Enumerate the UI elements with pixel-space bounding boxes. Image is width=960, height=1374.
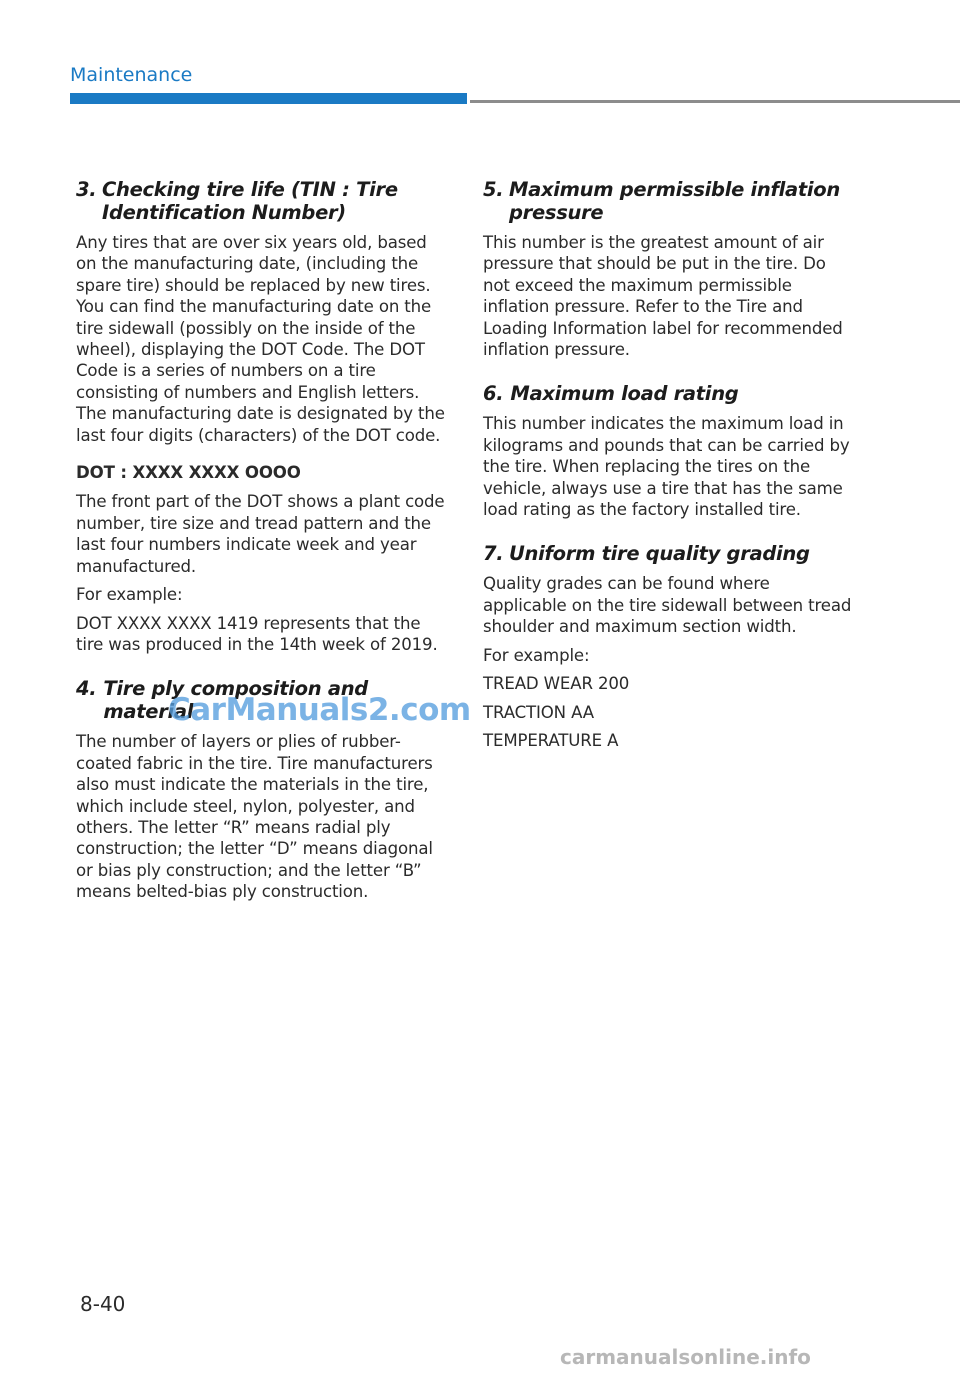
header-accent-bar (70, 93, 467, 104)
left-column (76, 178, 446, 903)
section-header-title: Maintenance (70, 64, 193, 86)
section-5-heading (483, 178, 853, 224)
section-3-title: Checking tire life (TIN : Tire Identification Number) (102, 178, 398, 224)
header-rule (470, 100, 960, 103)
page-number: 8-40 (80, 1292, 126, 1316)
temperature-grade: TEMPERATURE A (483, 730, 619, 750)
section-6-number: 6. (483, 382, 504, 406)
section-6-paragraph: This number indicates the maximum load in kilograms and pounds that can be carried by the tire. When replacing the tires on the vehicle, always use a tire that has the same load rating as the factory installed tire. (483, 414, 850, 520)
section-5-paragraph: This number is the greatest amount of air pressure that should be put in the tire. Do not exceed the maximum permissible inflation pressure. Refer to the Tire and Loading Information label for recommended inflation pressure. (483, 233, 843, 360)
dot-code-format: DOT : XXXX XXXX OOOO (76, 463, 301, 483)
section-4-paragraph: The number of layers or plies of rubber-coated fabric in the tire. Tire manufacturers also must indicate the materials in the tire, which include steel, nylon, polyester, and others. The letter “R” means radial ply construction; the letter “D” means diagonal or bias ply construction; and the letter “B” means belted-bias ply construction. (76, 732, 433, 902)
section-3-paragraph-2: The front part of the DOT shows a plant code number, tire size and tread pattern and the last four numbers indicate week and year manufactured. (76, 492, 445, 576)
section-3-paragraph-1: Any tires that are over six years old, based on the manufacturing date, (including the spare tire) should be replaced by new tires. You can find the manufacturing date on the tire sidewall (possibly on the inside of the wheel), displaying the DOT Code. The DOT Code is a series of numbers on a tire consisting of numbers and English letters. The manufacturing date is designated by the last four digits (characters) of the DOT code. (76, 233, 445, 445)
section-7-number: 7. (483, 542, 504, 566)
watermark-carmanuals2: CarManuals2.com (168, 692, 471, 728)
section-7-paragraph: Quality grades can be found where applicable on the tire sidewall between tread shoulder and maximum section width. (483, 574, 852, 637)
section-5-title: Maximum permissible inflation pressure (509, 178, 840, 224)
section-4-title: Tire ply composition and material (103, 677, 368, 724)
right-column (483, 178, 853, 751)
section-6-title: Maximum load rating (510, 382, 739, 406)
section-6-heading (483, 382, 853, 405)
section-3-example-label: For example: (76, 585, 183, 605)
section-3-example: DOT XXXX XXXX 1419 represents that the tire was produced in the 14th week of 2019. (76, 613, 438, 654)
section-7-example-label: For example: (483, 645, 590, 665)
section-4-number: 4. (76, 677, 97, 701)
section-5-number: 5. (483, 178, 504, 201)
section-7-heading (483, 542, 853, 565)
section-3-heading (76, 178, 446, 224)
tread-wear-grade: TREAD WEAR 200 (483, 674, 630, 694)
section-7-title: Uniform tire quality grading (509, 542, 810, 566)
traction-grade: TRACTION AA (483, 702, 594, 722)
watermark-carmanualsonline: carmanualsonline.info (560, 1345, 811, 1369)
section-3-number: 3. (76, 178, 97, 201)
